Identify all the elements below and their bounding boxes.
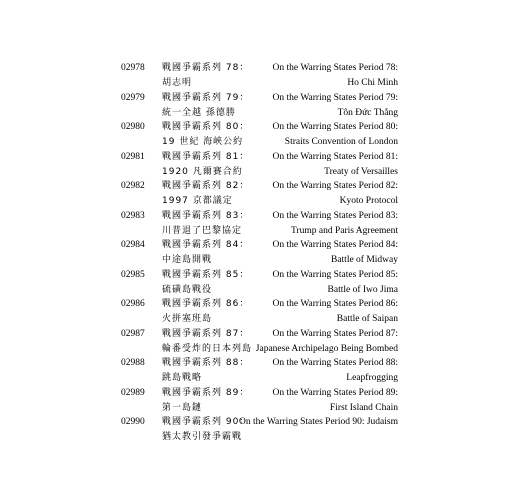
chinese-title-line-1: 戰國爭霸系列 80： [162, 122, 250, 132]
chinese-title-line-2: 中途島開戰 [162, 255, 213, 265]
list-item [0, 328, 520, 358]
chinese-title-line-2: 硫磺島戰役 [162, 284, 213, 295]
chinese-title-line-1: 戰國爭霸系列 89： [162, 387, 250, 398]
chinese-title-line-2: 統一全越 孫德勝 [162, 107, 236, 118]
entry-number: 02979 [121, 92, 145, 103]
english-title-line-1: On the Warring States Period 85: [272, 269, 398, 280]
chinese-title-line-1: 戰國爭霸系列 82： [162, 181, 250, 191]
chinese-title-line-1: 戰國爭霸系列 83： [162, 210, 250, 221]
entry-number: 02981 [121, 151, 145, 162]
english-title-line-2: Trump and Paris Agreement [290, 225, 398, 236]
chinese-title-line-2: 1997 京都議定 [162, 196, 233, 206]
chinese-title-line-2: 輪番受炸的日本列島 [162, 343, 253, 354]
chinese-title-line-1: 戰國爭霸系列 81： [162, 151, 250, 162]
chinese-title-line-2: 跳島戰略 [162, 373, 203, 383]
entry-number: 02986 [121, 299, 145, 309]
entry-number: 02990 [121, 417, 145, 427]
chinese-title-line-2: 19 世紀 海峽公約 [162, 137, 244, 147]
english-title-line-1: On the Warring States Period 78: [272, 63, 398, 73]
entry-number: 02987 [121, 328, 145, 339]
chinese-title-line-1: 戰國爭霸系列 87： [162, 328, 250, 339]
english-title-line-2: First Island Chain [329, 402, 398, 413]
list-item [0, 180, 520, 210]
chinese-title-line-1: 戰國爭霸系列 79： [162, 92, 250, 103]
chinese-title-line-1: 戰國爭霸系列 78： [162, 63, 250, 73]
chinese-title-line-2: 猶太教引發爭霸戰 [162, 432, 243, 442]
entry-number: 02988 [121, 358, 145, 368]
entry-number: 02985 [121, 269, 145, 280]
english-title-line-2: Battle of Saipan [336, 314, 398, 324]
list-item [0, 62, 520, 92]
english-title-line-1: On the Warring States Period 88: [272, 358, 398, 368]
english-title-line-2: Treaty of Versailles [324, 166, 398, 177]
entry-number: 02980 [121, 122, 145, 132]
english-title-line-1: On the Warring States Period 84: [272, 240, 398, 250]
chinese-title-line-2: 胡志明 [162, 78, 193, 88]
entry-number: 02983 [121, 210, 145, 221]
chinese-title-line-1: 戰國爭霸系列 88： [162, 358, 250, 368]
entry-number: 02982 [121, 181, 145, 191]
chinese-title-line-2: 川普退了巴黎協定 [162, 225, 243, 236]
english-title-line-2: Ho Chi Minh [347, 78, 398, 88]
chinese-title-line-1: 戰國爭霸系列 90： [162, 417, 250, 427]
list-item [0, 387, 520, 417]
english-title-line-1: On the Warring States Period 87: [272, 328, 398, 339]
entry-number: 02989 [121, 387, 145, 398]
list-item [0, 121, 520, 151]
index-list [0, 62, 520, 446]
english-title-line-1: On the Warring States Period 90: Judaism [239, 417, 398, 427]
english-title-line-1: On the Warring States Period 86: [272, 299, 398, 309]
list-item [0, 151, 520, 181]
list-item [0, 269, 520, 299]
english-title-line-1: On the Warring States Period 82: [272, 181, 398, 191]
chinese-title-line-1: 戰國爭霸系列 84： [162, 240, 250, 250]
list-item [0, 416, 520, 446]
english-title-line-2: Kyoto Protocol [339, 196, 398, 206]
chinese-title-line-2: 第一島鏈 [162, 402, 203, 413]
english-title-line-1: On the Warring States Period 89: [272, 387, 398, 398]
entry-number: 02978 [121, 63, 145, 73]
chinese-title-line-2: 火拼塞班島 [162, 314, 213, 324]
english-title-line-2: Battle of Midway [330, 255, 398, 265]
english-title-line-1: On the Warring States Period 83: [272, 210, 398, 221]
list-item [0, 92, 520, 122]
english-title-line-2: Japanese Archipelago Being Bombed [255, 343, 398, 354]
list-item [0, 298, 520, 328]
english-title-line-2: Tôn Đức Thắng [337, 107, 398, 118]
list-item [0, 357, 520, 387]
english-title-line-2: Battle of Iwo Jima [327, 284, 398, 295]
entry-number: 02984 [121, 240, 145, 250]
list-item [0, 210, 520, 240]
english-title-line-1: On the Warring States Period 80: [272, 122, 398, 132]
english-title-line-2: Straits Convention of London [284, 137, 398, 147]
chinese-title-line-1: 戰國爭霸系列 85： [162, 269, 250, 280]
chinese-title-line-1: 戰國爭霸系列 86： [162, 299, 250, 309]
english-title-line-2: Leapfrogging [346, 373, 398, 383]
english-title-line-1: On the Warring States Period 81: [272, 151, 398, 162]
list-item [0, 239, 520, 269]
chinese-title-line-2: 1920 凡爾賽合約 [162, 166, 243, 177]
english-title-line-1: On the Warring States Period 79: [272, 92, 398, 103]
